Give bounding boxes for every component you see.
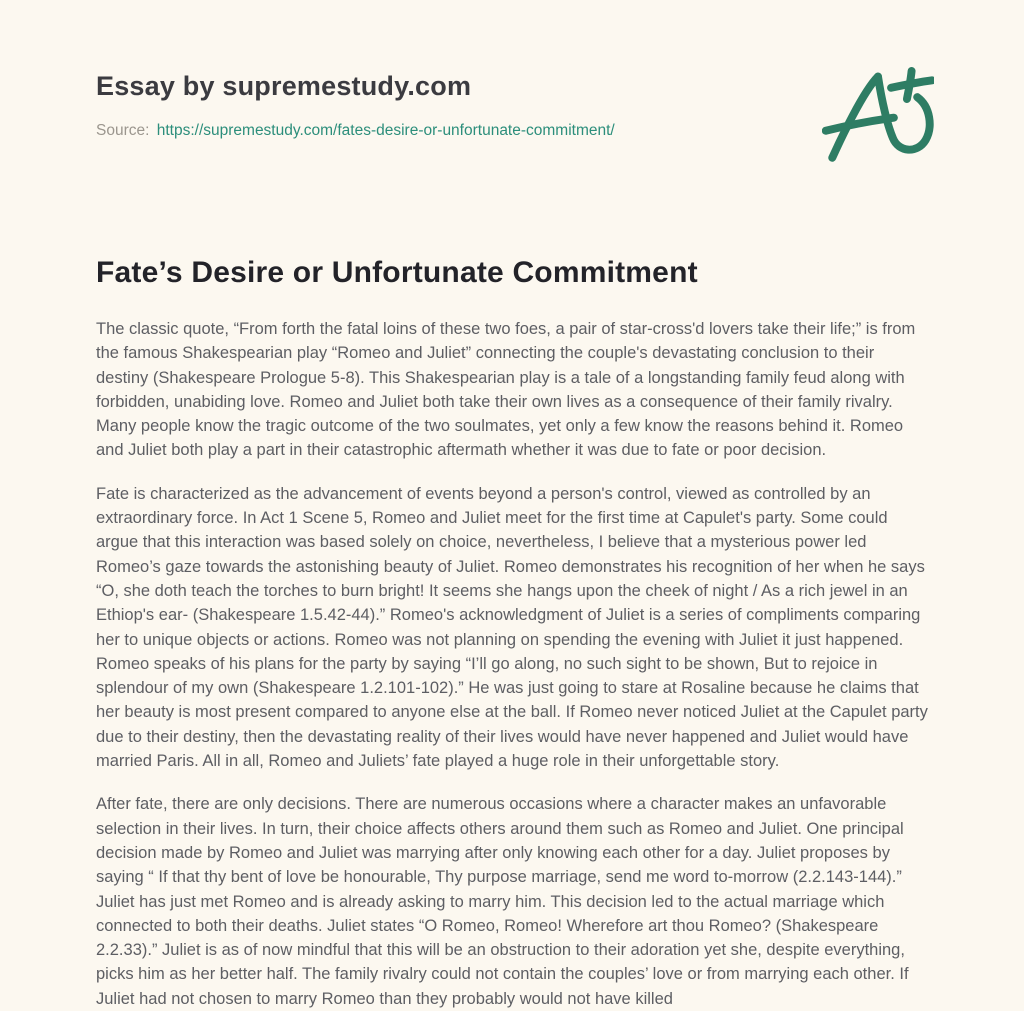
- source-url-link[interactable]: https://supremestudy.com/fates-desire-or-unfortunate-commitment/: [156, 122, 615, 139]
- essay-title: Fate’s Desire or Unfortunate Commitment: [96, 256, 698, 289]
- essay-paragraph-1: The classic quote, “From forth the fatal loins of these two foes, a pair of star-cross'd lovers take their life;” is from the famous Shakespearian play “Romeo and Juliet” connecting the couple's devastating conclusion to their destiny (Shakespeare Prologue 5-8). This Shakespearian play is a tale of a longstanding family feud along with forbidden, unabiding love. Romeo and Juliet both take their own lives as a consequence of their family rivalry. Many people know the tragic outcome of the two soulmates, yet only a few know the reasons behind it. Romeo and Juliet both play a part in their catastrophic aftermath whether it was due to fate or poor decision.: [96, 320, 916, 460]
- document-content: [96, 0, 930, 1011]
- essay-paragraph-2: Fate is characterized as the advancement of events beyond a person's control, viewed as controlled by an extraordinary force. In Act 1 Scene 5, Romeo and Juliet meet for the first time at Capulet's party. Some could argue that this interaction was based solely on choice, nevertheless, I believe that a mysterious power led Romeo’s gaze towards the astonishing beauty of Juliet. Romeo demonstrates his recognition of her when he says “O, she doth teach the torches to burn bright! It seems she hangs upon the cheek of night / As a rich jewel in an Ethiop's ear- (Shakespeare 1.5.42-44).” Romeo's acknowledgment of Juliet is a series of compliments comparing her to unique objects or actions. Romeo was not planning on spending the evening with Juliet it just happened. Romeo speaks of his plans for the party by saying “I’ll go along, no such sight to be shown, But to rejoice in splendour of my own (Shakespeare 1.2.101-102).” He was just going to stare at Rosaline because he claims that her beauty is most present compared to anyone else at the ball. If Romeo never noticed Juliet at the Capulet party due to their destiny, then the devastating reality of their lives would have never happened and Juliet would have married Paris. All in all, Romeo and Juliets’ fate played a huge role in their unforgettable story.: [96, 484, 928, 771]
- essay-paragraph-3: After fate, there are only decisions. There are numerous occasions where a character makes an unfavorable selection in their lives. In turn, their choice affects others around them such as Romeo and Juliet. One principal decision made by Romeo and Juliet was marrying after only knowing each other for a day. Juliet proposes by saying “ If that thy bent of love be honourable, Thy purpose marriage, send me word to-morrow (2.2.143-144).” Juliet has just met Romeo and is already asking to marry him. This decision led to the actual marriage which connected to both their deaths. Juliet states “O Romeo, Romeo! Wherefore art thou Romeo? (Shakespeare 2.2.33).” Juliet is as of now mindful that this will be an obstruction to their adoration yet she, despite everything, picks him as her better half. The family rivalry could not contain the couples’ love or from marrying each other. If Juliet had not chosen to marry Romeo than they probably would not have killed: [96, 795, 909, 1008]
- source-label: Source:: [96, 122, 150, 139]
- page-header-title: Essay by supremestudy.com: [96, 71, 472, 101]
- source-line: [96, 121, 930, 140]
